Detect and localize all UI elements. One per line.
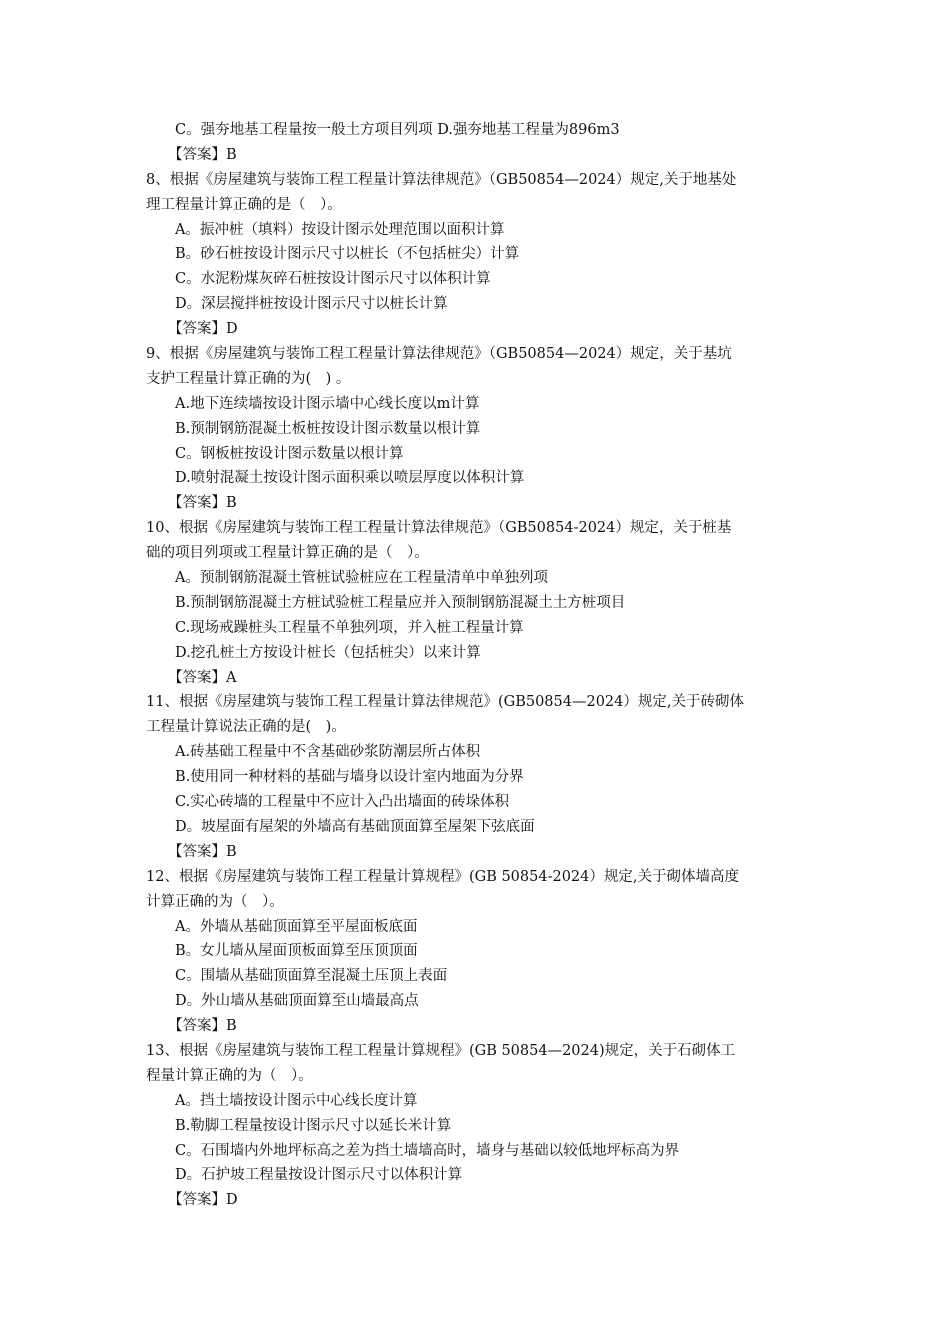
- option-line: D。深层搅拌桩按设计图示尺寸以桩长计算: [175, 296, 448, 313]
- option-line: D。外山墙从基础顶面算至山墙最高点: [175, 993, 419, 1010]
- answer-line: 【答案】B: [168, 843, 237, 860]
- option-line: A。预制钢筋混凝土管桩试验桩应在工程量清单中单独列项: [175, 570, 548, 587]
- option-line: D.挖孔桩土方按设计桩长（包括桩尖）以来计算: [175, 644, 481, 661]
- option-line: A.砖基础工程量中不含基础砂浆防潮层所占体积: [175, 744, 481, 761]
- question-text-line: 9、根据《房屋建筑与装饰工程工程量计算法律规范》（GB50854—2024）规定，关于基坑: [146, 346, 732, 363]
- option-line: A。挡土墙按设计图示中心线长度计算: [175, 1092, 418, 1109]
- option-line: D。坡屋面有屋架的外墙高有基础顶面算至屋架下弦底面: [175, 818, 535, 835]
- answer-line: 【答案】B: [168, 146, 237, 163]
- question-text-line: 工程量计算说法正确的是( )。: [146, 719, 346, 736]
- question-text-line: 程量计算正确的为（ ）。: [146, 1067, 313, 1084]
- option-line: C。钢板桩按设计图示数量以根计算: [175, 445, 404, 462]
- option-line: B。女儿墙从屋面顶板面算至压顶顶面: [175, 943, 418, 960]
- question-text-line: 计算正确的为（ ）。: [146, 893, 284, 910]
- question-text-line: 12、根据《房屋建筑与装饰工程工程量计算规程》(GB 50854-2024）规定,关于砌体墙高度: [146, 868, 739, 885]
- option-line: C。水泥粉煤灰碎石桩按设计图示尺寸以体积计算: [175, 271, 491, 288]
- question-text-line: 13、根据《房屋建筑与装饰工程工程量计算规程》(GB 50854—2024)规定，关于石砌体工: [146, 1042, 736, 1059]
- option-line: A.地下连续墙按设计图示墙中心线长度以m计算: [175, 395, 480, 412]
- document-page: [0, 118, 950, 1213]
- option-line: D。石护坡工程量按设计图示尺寸以体积计算: [175, 1167, 463, 1184]
- question-text-line: 理工程量计算正确的是（ ）。: [146, 196, 342, 213]
- option-line: B.预制钢筋混凝土方桩试验桩工程量应并入预制钢筋混凝土土方桩项目: [175, 594, 626, 611]
- option-line: C.实心砖墙的工程量中不应计入凸出墙面的砖垛体积: [175, 794, 510, 811]
- option-line: B.勒脚工程量按设计图示尺寸以延长米计算: [175, 1117, 452, 1134]
- option-line: B。砂石桩按设计图示尺寸以桩长（不包括桩尖）计算: [175, 246, 520, 263]
- question-text-line: 10、根据《房屋建筑与装饰工程工程量计算法律规范》（GB50854-2024）规定，关于桩基: [146, 520, 732, 537]
- option-line: A。外墙从基础顶面算至平屋面板底面: [175, 918, 418, 935]
- option-line: D.喷射混凝土按设计图示面积乘以喷层厚度以体积计算: [175, 470, 525, 487]
- answer-line: 【答案】B: [168, 1018, 237, 1035]
- answer-line: 【答案】D: [168, 321, 238, 338]
- option-line: C。石围墙内外地坪标高之差为挡土墙墙高时，墙身与基础以较低地坪标高为界: [175, 1142, 680, 1159]
- answer-line: 【答案】B: [168, 495, 237, 512]
- option-line: A。振冲桩（填料）按设计图示处理范围以面积计算: [175, 221, 505, 238]
- option-line: B.预制钢筋混凝土板桩按设计图示数量以根计算: [175, 420, 481, 437]
- option-line: C.现场戒躁桩头工程量不单独列项，并入桩工程量计算: [175, 619, 524, 636]
- option-line: B.使用同一种材料的基础与墙身以设计室内地面为分界: [175, 769, 524, 786]
- question-text-line: 支护工程量计算正确的为( ) 。: [146, 370, 351, 387]
- question-text-line: 8、根据《房屋建筑与装饰工程工程量计算法律规范》（GB50854—2024）规定,关于地基处: [146, 171, 737, 188]
- question-text-line: 11、根据《房屋建筑与装饰工程工程量计算法律规范》(GB50854—2024）规定,关于砖砌体: [146, 694, 744, 711]
- option-line: C。强夯地基工程量按一般土方项目列项 D.强夯地基工程量为896m3: [175, 122, 620, 138]
- answer-line: 【答案】A: [168, 669, 237, 686]
- answer-line: 【答案】D: [168, 1192, 238, 1209]
- option-line: C。围墙从基础顶面算至混凝土压顶上表面: [175, 968, 448, 985]
- question-text-line: 础的项目列项或工程量计算正确的是（ ）。: [146, 545, 429, 562]
